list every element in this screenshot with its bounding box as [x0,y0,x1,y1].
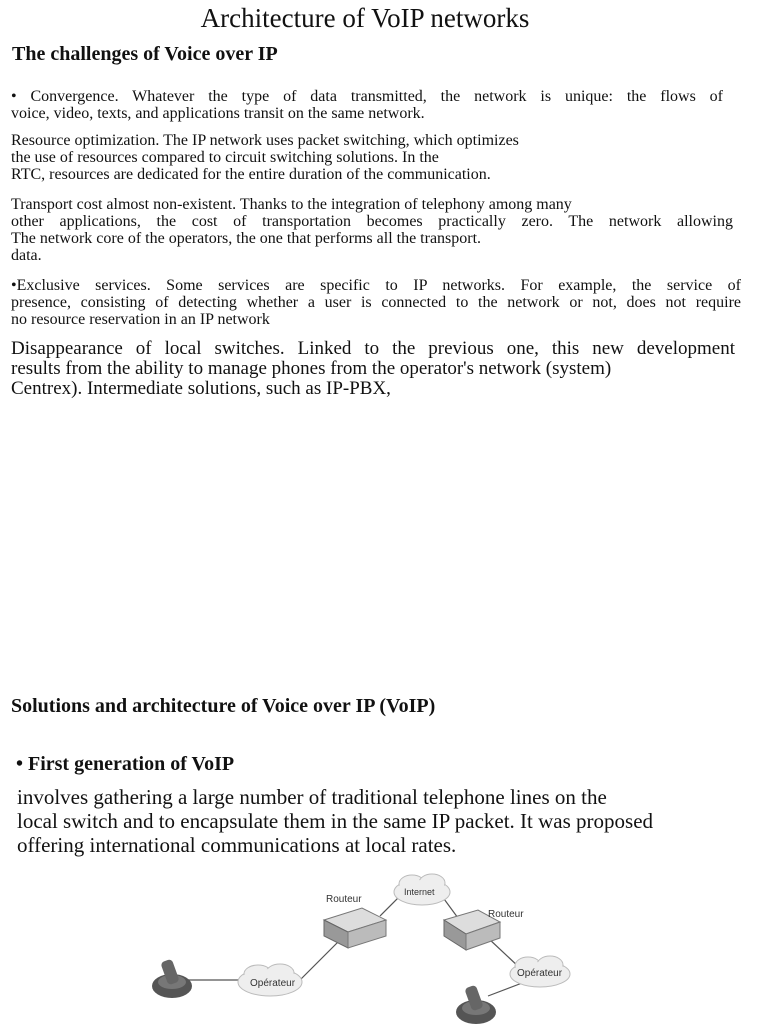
text-line: • Convergence. Whatever the type of data transmitted, the network is unique: the flows of [11,88,723,105]
text-line: RTC, resources are dedicated for the entire duration of the communication. [11,166,491,183]
label-internet: Internet [404,887,435,897]
paragraph-exclusive-services [11,277,741,328]
text-line: the use of resources compared to circuit switching solutions. In the [11,149,439,166]
text-line: The network core of the operators, the one that performs all the transport. [11,230,482,247]
label-router-left: Routeur [326,894,362,905]
subheading-first-generation: • First generation of VoIP [16,753,235,775]
text-line: no resource reservation in an IP network [11,311,270,328]
voip-network-diagram [140,868,600,1024]
phone-icon-left [152,959,192,998]
page-title: Architecture of VoIP networks [200,3,530,33]
paragraph-resource-optimization [11,132,519,183]
paragraph-first-generation [17,785,653,857]
text-line: local switch and to encapsulate them in the same IP packet. It was proposed [17,809,654,833]
label-router-right: Routeur [488,909,524,920]
paragraph-convergence [11,88,723,122]
text-line: Disappearance of local switches. Linked to the previous one, this new development [11,338,735,359]
text-line: Transport cost almost non-existent. Thanks to the integration of telephony among many [11,196,572,213]
phone-icon-right [456,985,496,1024]
section-heading-challenges: The challenges of Voice over IP [12,43,278,65]
text-line: data. [11,247,42,264]
text-line: presence, consisting of detecting whether a user is connected to the network or not, does not require [11,294,741,311]
paragraph-transport-cost [11,196,733,264]
text-line: voice, video, texts, and applications transit on the same network. [11,105,425,122]
text-line: other applications, the cost of transportation becomes practically zero. The network allowing [11,213,733,230]
text-line: involves gathering a large number of traditional telephone lines on the [17,785,607,809]
text-line: offering international communications at local rates. [17,833,457,857]
text-line: •Exclusive services. Some services are specific to IP networks. For example, the service of [11,277,741,294]
paragraph-local-switches [11,339,735,399]
router-icon-left [324,908,386,948]
label-operator-right: Opérateur [517,968,563,979]
text-line: Resource optimization. The IP network uses packet switching, which optimizes [11,132,519,149]
label-operator-left: Opérateur [250,978,296,989]
text-line: results from the ability to manage phones from the operator's network (system) [11,358,612,379]
text-line: Centrex). Intermediate solutions, such as IP-PBX, [11,378,391,399]
section-heading-solutions: Solutions and architecture of Voice over IP (VoIP) [11,695,436,717]
